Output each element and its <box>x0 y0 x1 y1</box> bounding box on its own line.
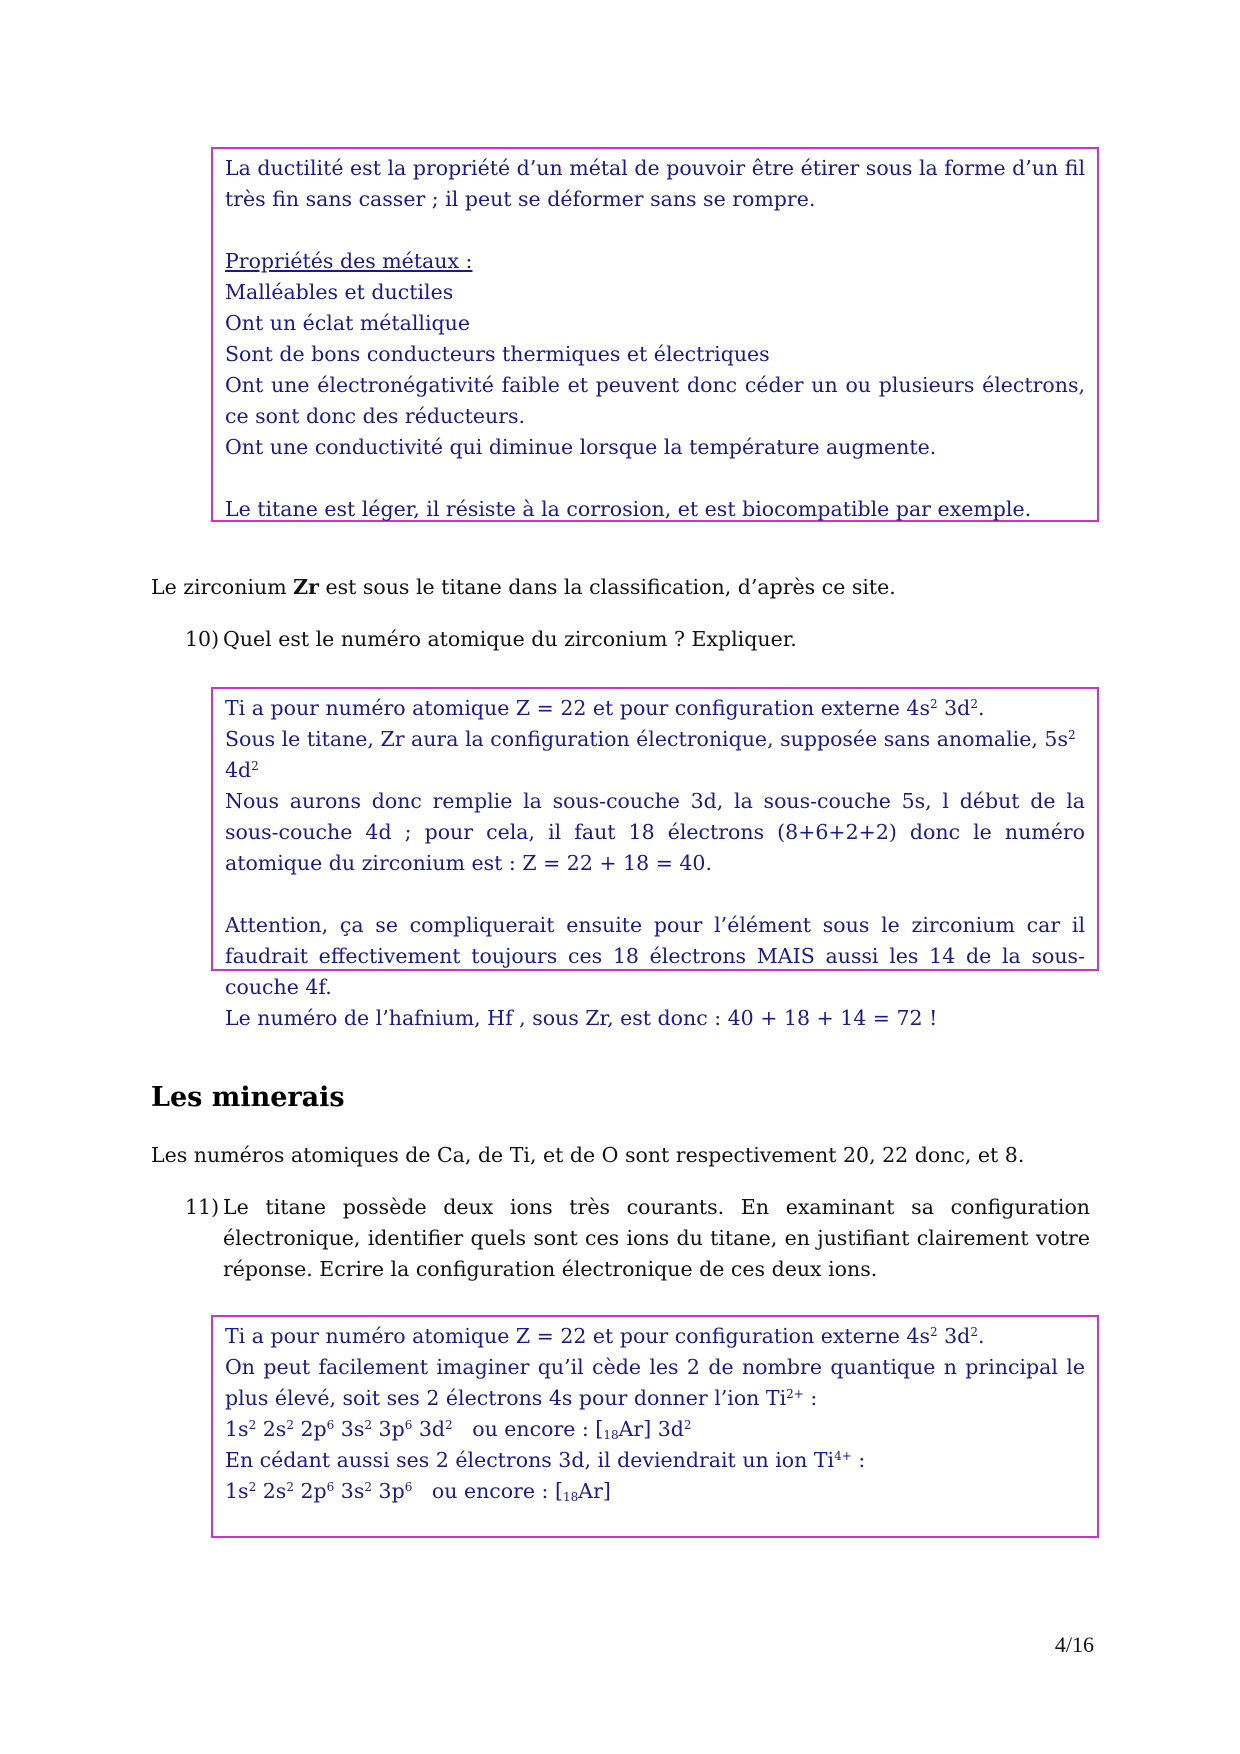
titanium-note: Le titane est léger, il résiste à la corrosion, et est biocompatible par exemple. <box>225 497 1032 521</box>
page-number: 4/16 <box>1054 1632 1094 1657</box>
ti-configuration-line: Ti a pour numéro atomique Z = 22 et pour configuration externe $4s^2$ $3d^2$. <box>225 1324 985 1348</box>
property-item: Malléables et ductiles <box>225 280 454 304</box>
question-number: 11) <box>185 1195 220 1219</box>
hafnium-warning: Attention, ça se compliquerait ensuite pour l’élément sous le zirconium car il faudrait effectivement toujours ces 18 électrons MAIS aussi les 14 de la sous-couche 4f. <box>225 913 1085 999</box>
question-11 <box>185 1192 1090 1285</box>
metal-properties-heading: Propriétés des métaux : <box>225 249 473 273</box>
zr-symbol: Zr <box>293 575 319 599</box>
zr-configuration-line: Sous le titane, Zr aura la configuration électronique, supposée sans anomalie, $5s^2$ $4d^2$ <box>225 727 1076 782</box>
minerais-intro: Les numéros atomiques de Ca, de Ti, et de O sont respectivement 20, 22 donc, et 8. <box>151 1143 1025 1167</box>
section-title: Les minerais <box>151 1082 345 1113</box>
property-item: Ont une conductivité qui diminue lorsque la température augmente. <box>225 435 937 459</box>
ti4-explanation: En cédant aussi ses 2 électrons 3d, il deviendrait un ion $Ti^{4+}$ : <box>225 1448 866 1472</box>
question-10 <box>185 624 1090 655</box>
question-text: Le titane possède deux ions très courants. En examinant sa configuration électronique, identifier quels sont ces ions du titane, en justifiant clairement votre réponse. Ecrire la configuration électronique de ces deux ions. <box>223 1195 1090 1281</box>
ti2-configuration: $1s^2$ $2s^2$ $2p^6$ $3s^2$ $3p^6$ $3d^2$ ou encore : $[_{18}Ar]$ $3d^2$ <box>225 1417 692 1442</box>
answer-box-zirconium <box>211 687 1099 1030</box>
zr-explanation: Nous aurons donc remplie la sous-couche 3d, la sous-couche 5s, l début de la sous-couche 4d ; pour cela, il faut 18 électrons (8+6+2+2) donc le numéro atomique du zirconium est : Z = 22 + 18 = 40. <box>225 789 1085 875</box>
hafnium-number: Le numéro de l’hafnium, Hf , sous Zr, est donc : 40 + 18 + 14 = 72 ! <box>225 1006 938 1030</box>
answer-box-ductility <box>211 147 1099 522</box>
question-text: Quel est le numéro atomique du zirconium ? Expliquer. <box>223 627 797 651</box>
question-number: 10) <box>185 627 220 651</box>
ti2-explanation: On peut facilement imaginer qu’il cède les 2 de nombre quantique n principal le plus élevé, soit ses 2 électrons 4s pour donner l’ion $Ti^{2+}$ : <box>225 1355 1085 1410</box>
answer-box-titanium-ions <box>211 1315 1099 1538</box>
ti4-configuration: $1s^2$ $2s^2$ $2p^6$ $3s^2$ $3p^6$ ou encore : $[_{18}Ar]$ <box>225 1479 611 1504</box>
zirconium-intro: Le zirconium Zr est sous le titane dans la classification, d’après ce site. <box>151 575 896 599</box>
property-item: Sont de bons conducteurs thermiques et électriques <box>225 342 770 366</box>
property-item: Ont un éclat métallique <box>225 311 470 335</box>
ductility-definition: La ductilité est la propriété d’un métal de pouvoir être étirer sous la forme d’un fil très fin sans casser ; il peut se déformer sans se rompre. <box>225 156 1085 211</box>
property-item: Ont une électronégativité faible et peuvent donc céder un ou plusieurs électrons, ce sont donc des réducteurs. <box>225 373 1085 428</box>
ti-configuration-line: Ti a pour numéro atomique Z = 22 et pour configuration externe $4s^2$ $3d^2$. <box>225 696 985 720</box>
